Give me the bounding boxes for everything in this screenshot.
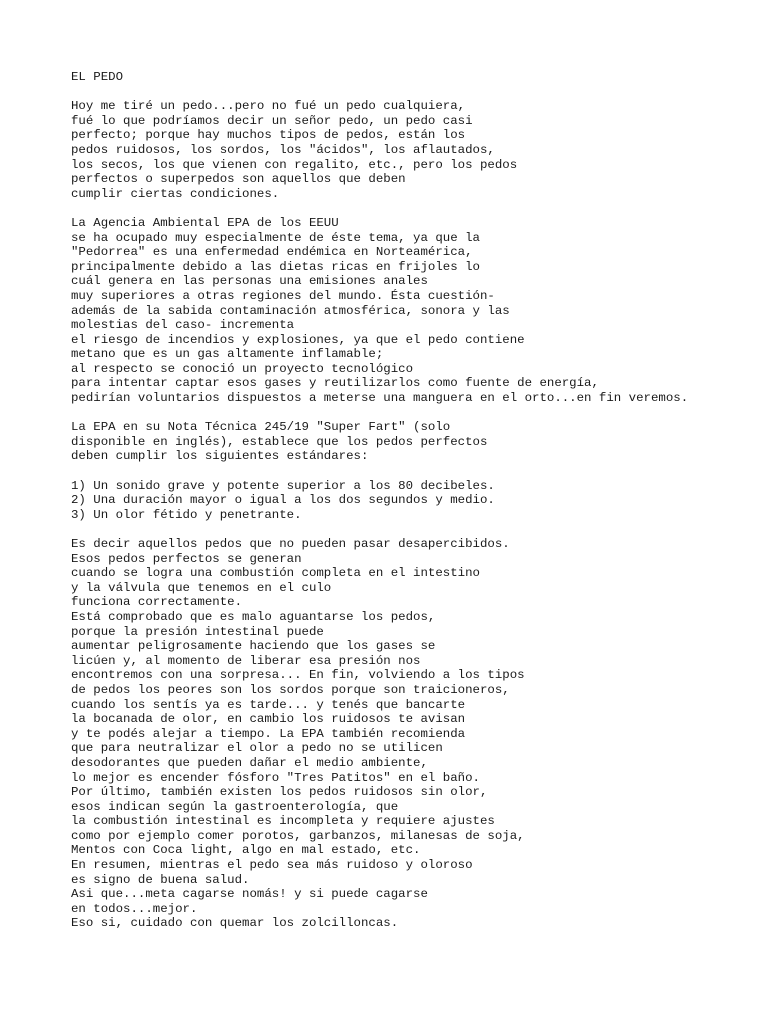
text-line: que para neutralizar el olor a pedo no se utilicen [71, 741, 443, 756]
text-line: para intentar captar esos gases y reutilizarlos como fuente de energía, [71, 376, 599, 391]
text-line: de pedos los peores son los sordos porque son traicioneros, [71, 682, 510, 697]
text-line: perfectos o superpedos son aquellos que deben [71, 172, 406, 187]
text-line: La EPA en su Nota Técnica 245/19 "Super Fart" (solo [71, 420, 451, 435]
text-line: y te podés alejar a tiempo. La EPA también recomienda [71, 726, 466, 741]
text-line: Mentos con Coca light, algo en mal estado, etc. [71, 843, 421, 858]
text-line: 2) Una duración mayor o igual a los dos segundos y medio. [71, 493, 495, 508]
text-line: además de la sabida contaminación atmosférica, sonora y las [71, 303, 510, 318]
text-line: desodorantes que pueden dañar el medio ambiente, [71, 755, 428, 770]
text-line: deben cumplir los siguientes estándares: [71, 449, 369, 464]
text-line: lo mejor es encender fósforo "Tres Patitos" en el baño. [71, 770, 480, 785]
text-line: cuál genera en las personas una emisiones anales [71, 274, 428, 289]
text-line: esos indican según la gastroenterología, que [71, 799, 399, 814]
text-line: la bocanada de olor, en cambio los ruidosos te avisan [71, 712, 466, 727]
text-line: "Pedorrea" es una enfermedad endémica en Norteamérica, [71, 245, 473, 260]
text-line: aumentar peligrosamente haciendo que los gases se [71, 639, 436, 654]
text-line: 1) Un sonido grave y potente superior a los 80 decibeles. [71, 478, 495, 493]
text-line: el riesgo de incendios y explosiones, ya que el pedo contiene [71, 332, 525, 347]
text-line: pedos ruidosos, los sordos, los "ácidos", los aflautados, [71, 142, 495, 157]
text-line: licúen y, al momento de liberar esa presión nos [71, 653, 421, 668]
text-line: Eso si, cuidado con quemar los zolcilloncas. [71, 916, 399, 931]
text-line: como por ejemplo comer porotos, garbanzos, milanesas de soja, [71, 828, 525, 843]
text-line: En resumen, mientras el pedo sea más ruidoso y oloroso [71, 858, 473, 873]
text-line: muy superiores a otras regiones del mundo. Ésta cuestión- [71, 288, 495, 303]
text-line: funciona correctamente. [71, 595, 243, 610]
text-line: encontremos con una sorpresa... En fin, volviendo a los tipos [71, 668, 525, 683]
text-line: Es decir aquellos pedos que no pueden pasar desapercibidos. [71, 537, 510, 551]
document-body [71, 99, 751, 931]
document-page [71, 70, 751, 946]
text-line: en todos...mejor. [71, 901, 198, 916]
text-line: fué lo que podríamos decir un señor pedo, un pedo casi [71, 113, 473, 128]
text-line: 3) Un olor fétido y penetrante. [71, 507, 302, 522]
text-line: metano que es un gas altamente inflamable; [71, 347, 384, 362]
text-line: los secos, los que vienen con regalito, etc., pero los pedos [71, 157, 518, 172]
text-line: y la válvula que tenemos en el culo [71, 580, 332, 595]
paragraph [71, 479, 751, 523]
text-line: Asi que...meta cagarse nomás! y si puede cagarse [71, 887, 428, 902]
text-line: al respecto se conoció un proyecto tecnológico [71, 361, 414, 376]
text-line: principalmente debido a las dietas ricas en frijoles lo [71, 259, 480, 274]
text-line: cuando los sentís ya es tarde... y tenés que bancarte [71, 697, 466, 712]
text-line: perfecto; porque hay muchos tipos de pedos, están los [71, 128, 466, 143]
text-line: Hoy me tiré un pedo...pero no fué un pedo cualquiera, [71, 99, 466, 114]
text-line: se ha ocupado muy especialmente de éste tema, ya que la [71, 230, 480, 245]
paragraph [71, 99, 751, 201]
text-line: Por último, también existen los pedos ruidosos sin olor, [71, 785, 488, 800]
document-title: EL PEDO [71, 70, 124, 84]
text-line: pedirían voluntarios dispuestos a meterse una manguera en el orto...en fin veremos. [71, 391, 689, 406]
text-line: Esos pedos perfectos se generan [71, 551, 302, 566]
text-line: cumplir ciertas condiciones. [71, 186, 280, 201]
text-line: disponible en inglés), establece que los pedos perfectos [71, 434, 488, 449]
paragraph [71, 420, 751, 464]
text-line: La Agencia Ambiental EPA de los EEUU [71, 215, 339, 230]
text-line: la combustión intestinal es incompleta y requiere ajustes [71, 814, 495, 829]
text-line: es signo de buena salud. [71, 872, 250, 887]
text-line: molestias del caso- incrementa [71, 318, 295, 333]
paragraph [71, 216, 751, 406]
text-line: porque la presión intestinal puede [71, 624, 324, 639]
text-line: Está comprobado que es malo aguantarse los pedos, [71, 609, 436, 624]
text-line: cuando se logra una combustión completa en el intestino [71, 566, 480, 581]
paragraph [71, 537, 751, 931]
